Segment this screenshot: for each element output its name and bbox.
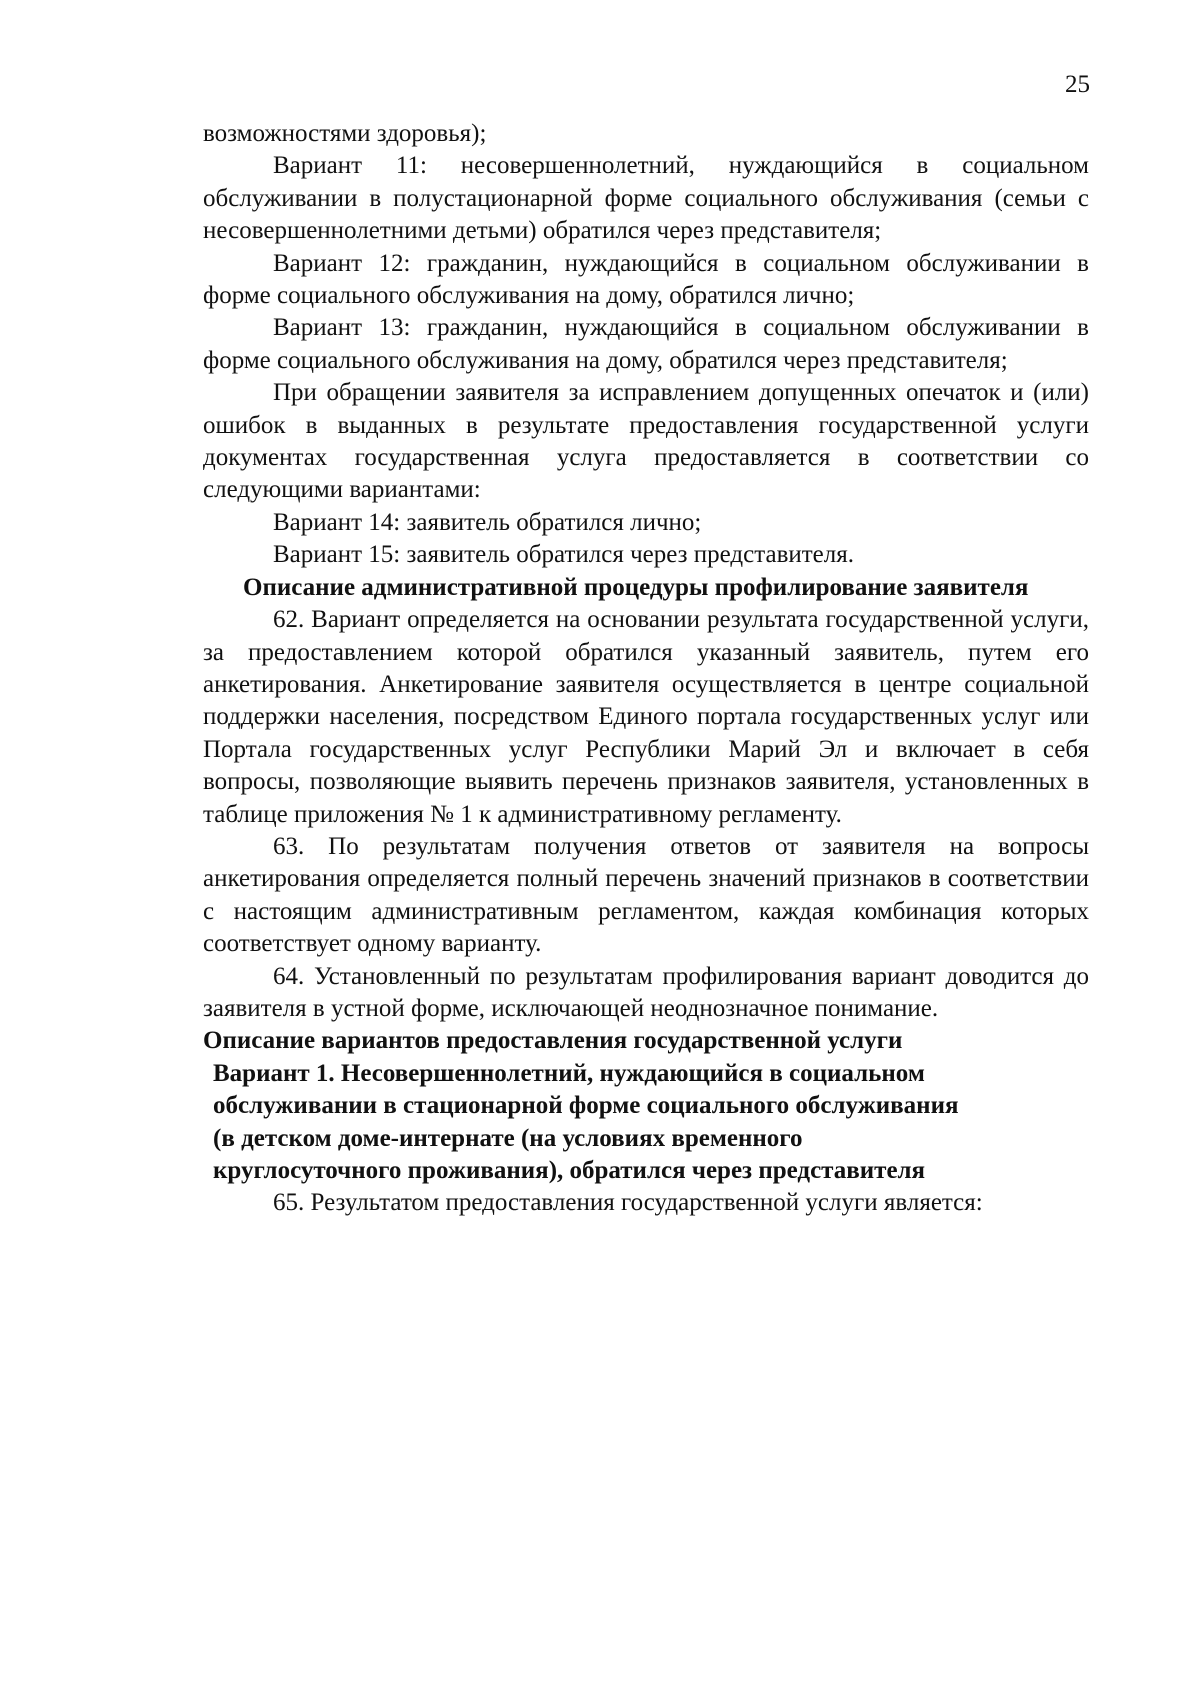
paragraph-variant-14: Вариант 14: заявитель обратился лично; — [273, 508, 702, 536]
heading-line: (в детском доме-интернате (на условиях временного — [213, 1124, 803, 1152]
heading-line: обслуживании в стационарной форме социального обслуживания — [213, 1092, 959, 1120]
paragraph-65: 65. Результатом предоставления государственной услуги является: — [273, 1189, 983, 1217]
paragraph-variant-15: Вариант 15: заявитель обратился через представителя. — [273, 541, 855, 569]
paragraph-64: 64. Установленный по результатам профилирования вариант доводится до заявителя в устной форме, исключающей неоднозначное понимание. — [203, 962, 1089, 1022]
paragraph-variant-13: Вариант 13: гражданин, нуждающийся в социальном обслуживании в форме социального обслуживания на дому, обратился через представителя; — [203, 314, 1089, 374]
paragraph-variant-12: Вариант 12: гражданин, нуждающийся в социальном обслуживании в форме социального обслуживания на дому, обратился лично; — [203, 249, 1089, 310]
paragraph-62: 62. Вариант определяется на основании результата государственной услуги, за предоставлением которой обратился указанный заявитель, путем его анкетирования. Анкетирование заявителя осуществляется в центре социальной поддержки населения, посредством Единого портала государственных услуг или Портала государственных услуг Республики Марий Эл и включает в себя вопросы, позволяющие выявить перечень признаков заявителя, установленных в таблице приложения № 1 к административному регламенту. — [203, 606, 1089, 828]
section-heading-profiling: Описание административной процедуры профилирование заявителя — [243, 573, 1029, 601]
paragraph-variant-11: Вариант 11: несовершеннолетний, нуждающийся в социальном обслуживании в полустационарной форме социального обслуживания (семьи с несовершеннолетними детьми) обратился через представителя; — [203, 152, 1089, 245]
paragraph-corrections: При обращении заявителя за исправлением допущенных опечаток и (или) ошибок в выданных в результате предоставления государственной услуги документах государственная услуга предоставляется в соответствии со следующими вариантами: — [203, 379, 1089, 504]
paragraph-63: 63. По результатам получения ответов от заявителя на вопросы анкетирования определяется полный перечень значений признаков в соответствии с настоящим административным регламентом, каждая комбинация которых соответствует одному варианту. — [203, 832, 1089, 958]
paragraph: возможностями здоровья); — [203, 120, 487, 147]
section-heading-variant-1 — [203, 1058, 1089, 1188]
heading-line: Вариант 1. Несовершеннолетний, нуждающийся в социальном — [213, 1059, 925, 1087]
page-number: 25 — [1065, 71, 1090, 98]
document-body — [203, 118, 1089, 1220]
section-heading-variants: Описание вариантов предоставления государственной услуги — [203, 1027, 903, 1055]
heading-line: круглосуточного проживания), обратился через представителя — [213, 1157, 926, 1184]
